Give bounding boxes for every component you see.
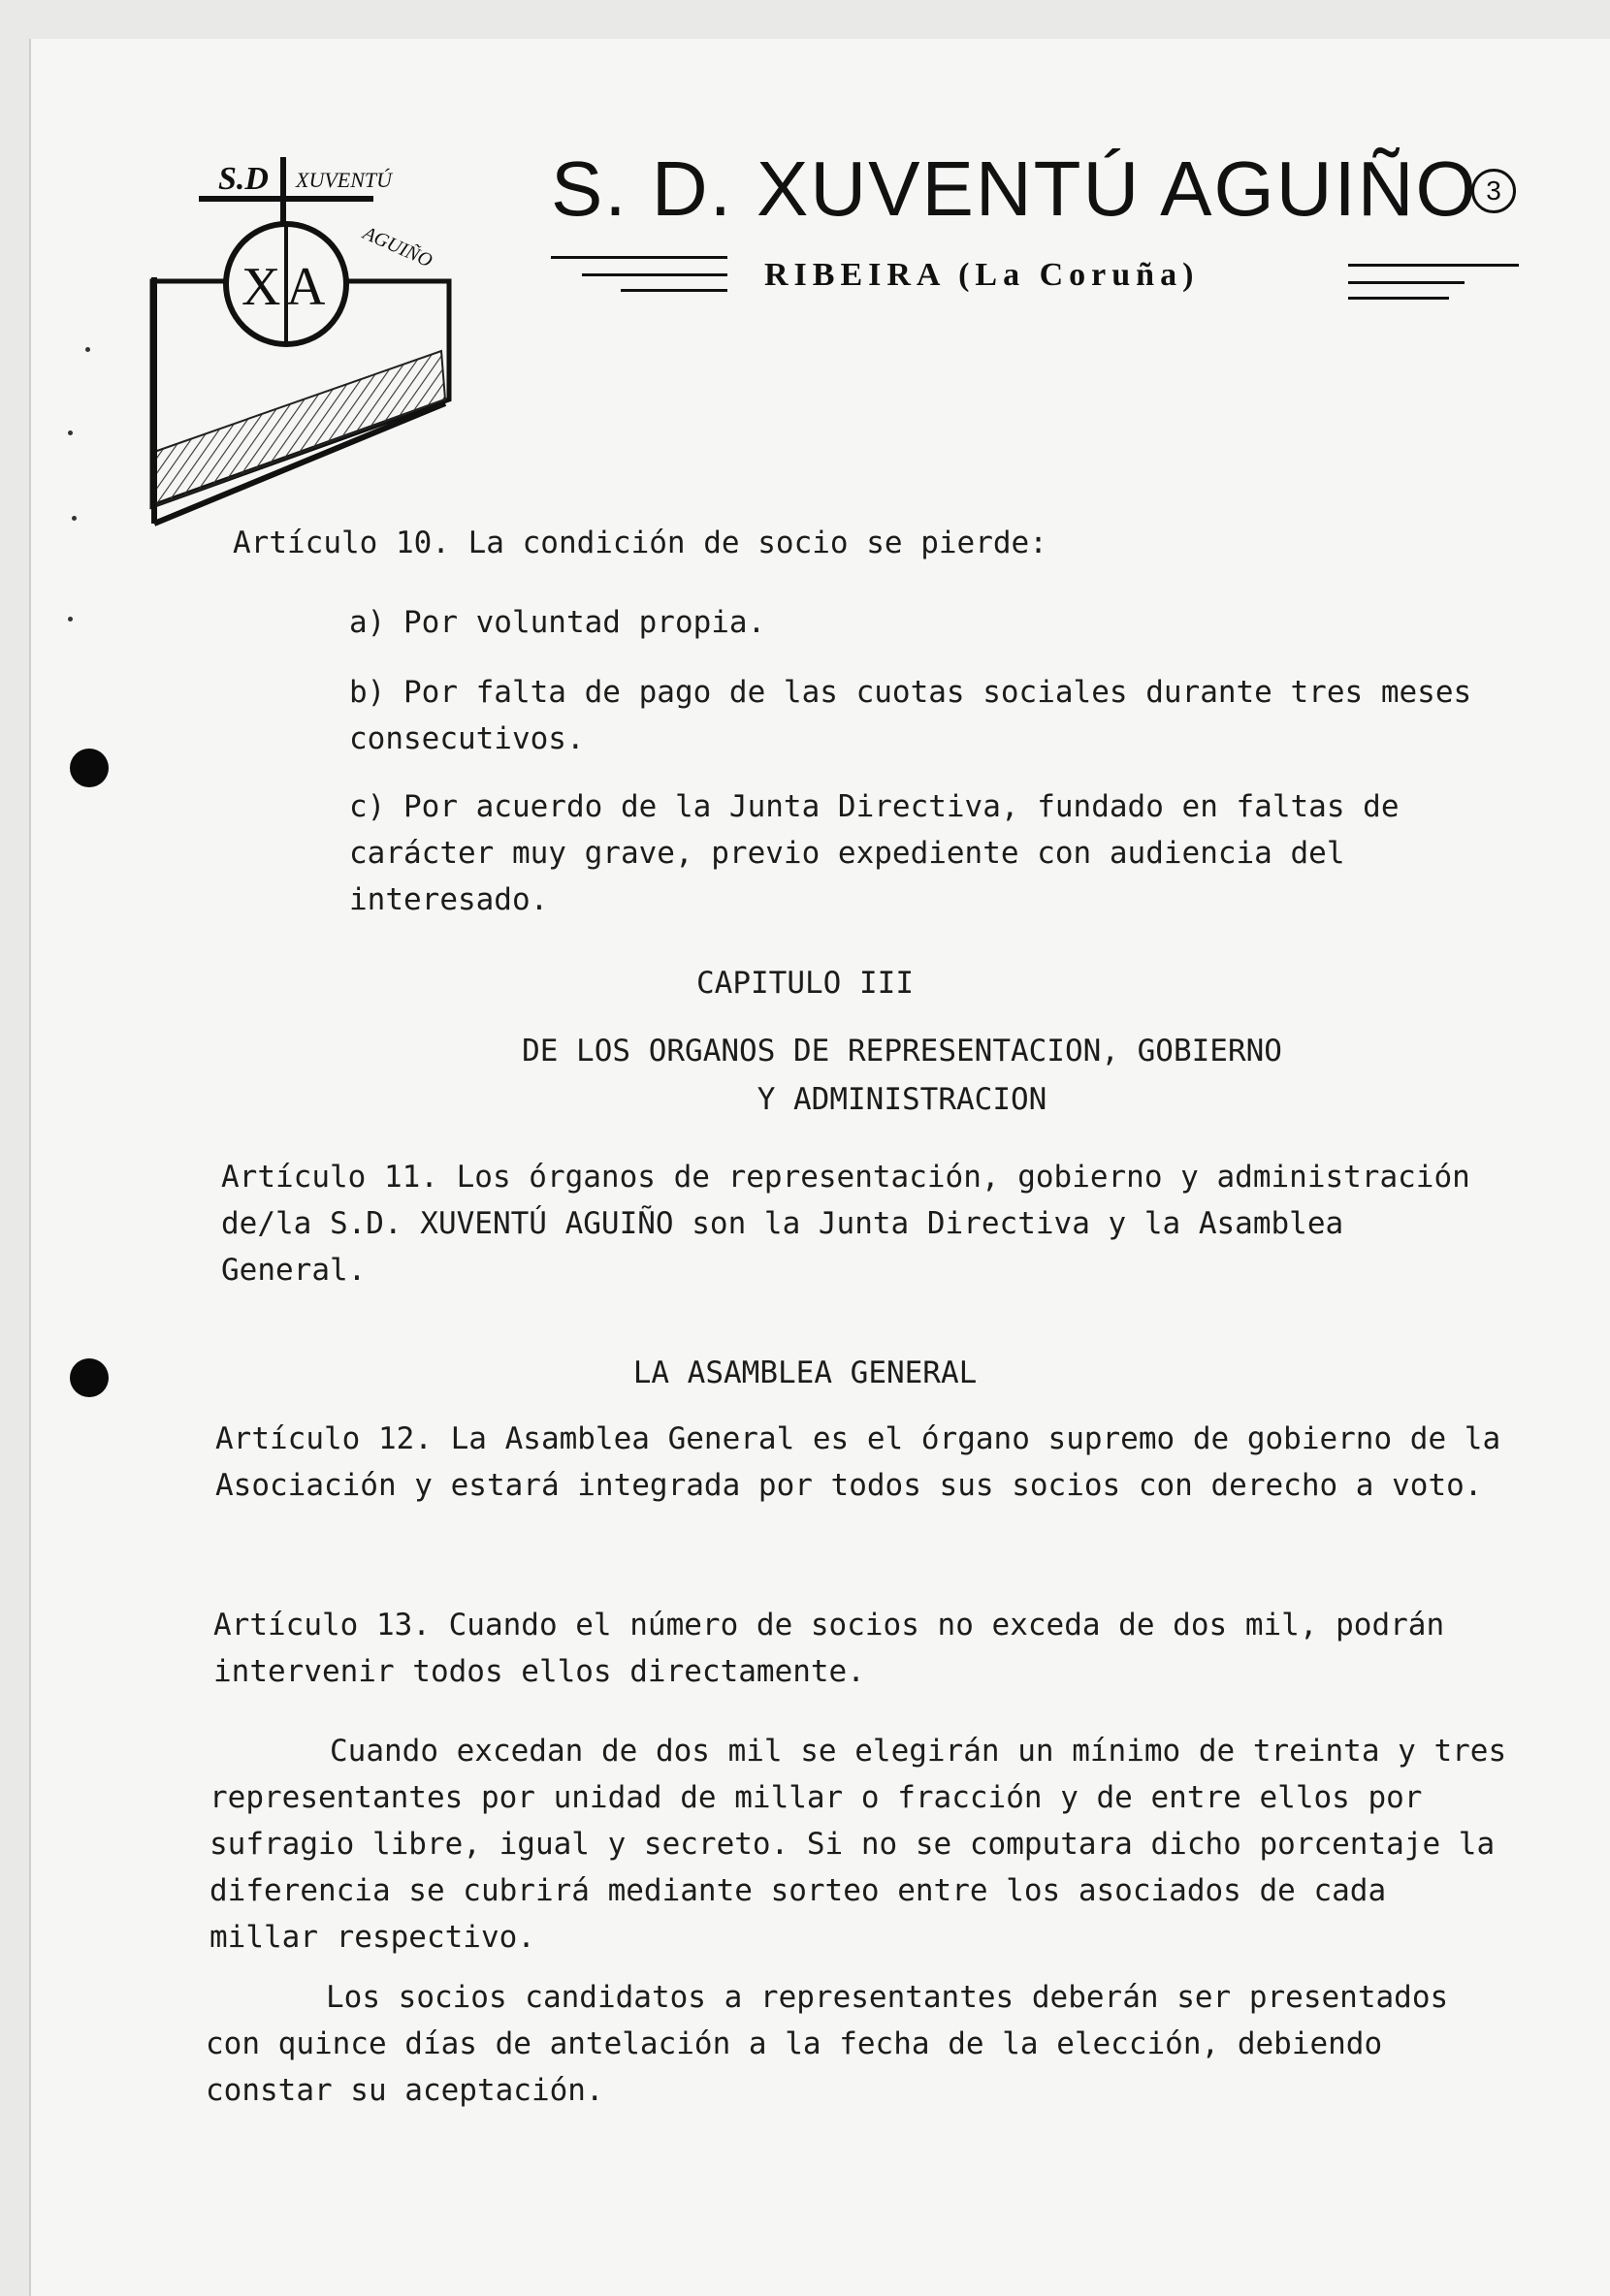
subtitle-rule-right — [1348, 264, 1519, 267]
subtitle-rule-right — [1348, 281, 1465, 284]
club-location: RIBEIRA (La Coruña) — [764, 257, 1200, 293]
chapter-title: CAPITULO III — [696, 966, 914, 1001]
subtitle-rule-left — [582, 273, 727, 276]
chapter-subtitle-line-1: DE LOS ORGANOS DE REPRESENTACION, GOBIERNO — [522, 1034, 1282, 1068]
margin-speck — [68, 430, 73, 435]
page-number: 3 — [1486, 175, 1501, 206]
article-13-paragraph-2: Cuando excedan de dos mil se elegirán un mínimo de treinta y tres representantes por unidad de millar o fracción y de entre ellos por sufragio libre, igual y secreto. Si no se computara dicho porcentaje la diferencia se cubrirá mediante sorteo entre los asociados de cada millar respectivo. — [209, 1734, 1507, 1955]
article-10-item-b: b) Por falta de pago de las cuotas sociales durante tres meses consecutivos. — [349, 675, 1472, 756]
section-title: LA ASAMBLEA GENERAL — [632, 1355, 978, 1390]
club-title — [551, 145, 1478, 233]
article-13-paragraph-3: Los socios candidatos a representantes deberán ser presentados con quince días de antelación a la fecha de la elección, debiendo constar su aceptación. — [206, 1980, 1449, 2108]
subtitle-rule-left — [621, 289, 727, 292]
club-logo — [141, 145, 461, 533]
article-10-item-c: c) Por acuerdo de la Junta Directiva, fundado en faltas de carácter muy grave, previo expediente con audiencia del interesado. — [349, 789, 1400, 917]
svg-text:X: X — [242, 257, 281, 317]
page-number-badge — [1471, 169, 1516, 213]
article-10-heading: Artículo 10. La condición de socio se pierde: — [233, 526, 1047, 560]
club-name: S. D. XUVENTÚ AGUIÑO — [551, 145, 1478, 232]
margin-speck — [68, 617, 73, 622]
margin-speck — [72, 516, 77, 521]
article-10-item-a: a) Por voluntad propia. — [349, 605, 766, 640]
svg-text:AGUIÑO: AGUIÑO — [359, 222, 435, 272]
chapter-subtitle-line-2: Y ADMINISTRACION — [757, 1082, 1047, 1117]
svg-text:A: A — [286, 257, 326, 317]
subtitle-rule-right — [1348, 297, 1449, 300]
article-11: Artículo 11. Los órganos de representación, gobierno y administración de/la S.D. XUVENTÚ AGUIÑO son la Junta Directiva y la Asamblea General. — [221, 1160, 1470, 1288]
article-13: Artículo 13. Cuando el número de socios no exceda de dos mil, podrán intervenir todos ellos directamente. — [213, 1608, 1445, 1689]
svg-text:S.D: S.D — [218, 161, 269, 197]
margin-speck — [85, 347, 90, 352]
svg-text:XUVENTÚ: XUVENTÚ — [296, 168, 392, 192]
subtitle-rule-left — [551, 256, 727, 259]
article-12: Artículo 12. La Asamblea General es el órgano supremo de gobierno de la Asociación y estará integrada por todos sus socios con derecho a voto. — [215, 1421, 1501, 1503]
punch-hole-top — [70, 749, 109, 787]
